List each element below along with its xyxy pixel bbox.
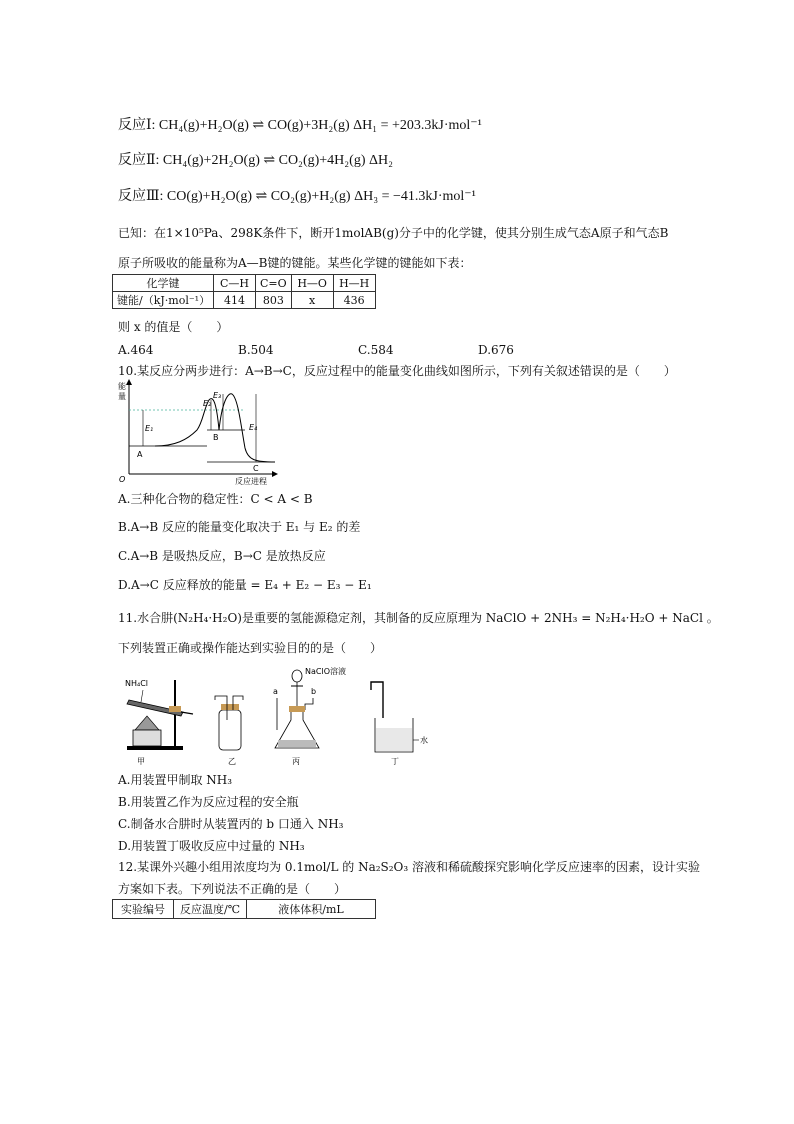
energy-ylabel-2: 量 xyxy=(118,392,126,401)
q11-option-c: C.制备水合肼时从装置丙的 b 口通入 NH₃ xyxy=(118,817,344,831)
reaction-2 xyxy=(118,153,393,169)
pointer-line xyxy=(141,690,143,702)
flask-liquid xyxy=(278,740,316,747)
apparatus-jia xyxy=(125,679,193,766)
table-cell: 化学键 xyxy=(113,275,214,292)
port-a-label: a xyxy=(273,687,278,696)
iron-stand-base xyxy=(127,746,183,750)
q9-ask: 则 x 的值是（ ） xyxy=(118,320,229,334)
energy-diagram xyxy=(115,378,285,486)
q10-option-c: C.A→B 是吸热反应，B→C 是放热反应 xyxy=(118,549,326,563)
port-b-label: b xyxy=(311,687,317,696)
energy-label-b: B xyxy=(213,433,219,442)
e1-label: E₁ xyxy=(145,424,154,433)
q10-option-d: D.A→C 反应释放的能量 = E₄ + E₂ − E₃ − E₁ xyxy=(118,578,372,592)
label-ding: 丁 xyxy=(391,757,399,766)
dropping-funnel xyxy=(292,670,302,682)
reaction-3 xyxy=(118,189,476,205)
apparatus-yi xyxy=(215,696,243,766)
e3-label: E₃ xyxy=(213,391,222,400)
table-cell: H—O xyxy=(291,275,333,292)
reaction-2-equation: CH₄(g)+2H₂O(g) ⇌ CO₂(g)+4H₂(g) ΔH₂ xyxy=(162,153,393,168)
table-row xyxy=(113,292,376,309)
energy-xlabel: 反应进程 xyxy=(235,477,267,486)
reaction-1-equation: CH₄(g)+H₂O(g) ⇌ CO(g)+3H₂(g) ΔH₁ = +203.3kJ·mol⁻¹ xyxy=(158,118,482,133)
apparatus-diagram xyxy=(115,660,435,768)
label-bing: 丙 xyxy=(292,757,300,766)
energy-label-c: C xyxy=(253,464,259,473)
table-cell: 液体体积/mL xyxy=(247,900,376,919)
energy-origin: O xyxy=(119,475,126,484)
bond-energy-table xyxy=(112,274,376,309)
nh4cl-label: NH₄Cl xyxy=(125,679,149,688)
q9-option-d: D.676 xyxy=(478,343,514,357)
alcohol-lamp xyxy=(133,730,161,746)
table-cell: C=O xyxy=(256,275,292,292)
beaker-water xyxy=(376,728,412,751)
energy-label-a: A xyxy=(137,450,143,459)
q9-option-a: A.464 xyxy=(118,343,154,357)
safety-bottle xyxy=(219,710,241,750)
q11-option-d: D.用装置丁吸收反应中过量的 NH₃ xyxy=(118,839,305,853)
bottle-stopper xyxy=(221,704,239,710)
table-cell: 803 xyxy=(256,292,292,309)
apparatus-ding xyxy=(371,682,428,766)
q11-stem-1: 11.水合肼(N₂H₄·H₂O)是重要的氢能源稳定剂，其制备的反应原理为 NaClO + 2NH₃ = N₂H₄·H₂O + NaCl 。 xyxy=(118,611,719,625)
experiment-table xyxy=(112,899,376,919)
table-cell: C—H xyxy=(214,275,256,292)
table-row xyxy=(113,275,376,292)
table-cell: 反应温度/℃ xyxy=(174,900,247,919)
q11-option-a: A.用装置甲制取 NH₃ xyxy=(118,773,233,787)
q9-option-b: B.504 xyxy=(238,343,274,357)
reaction-1-label: 反应Ⅰ: xyxy=(118,118,156,133)
naclo-label: NaClO溶液 xyxy=(305,667,346,676)
table-cell: 实验编号 xyxy=(113,900,174,919)
label-yi: 乙 xyxy=(228,757,236,766)
reaction-2-label: 反应Ⅱ: xyxy=(118,153,160,168)
clamp xyxy=(169,706,181,712)
q9-option-c: C.584 xyxy=(358,343,394,357)
apparatus-bing xyxy=(273,666,346,766)
q11-stem-2: 下列装置正确或操作能达到实验目的的是（ ） xyxy=(118,641,383,655)
energy-ylabel-1: 能 xyxy=(118,382,126,391)
q11-option-b: B.用装置乙作为反应过程的安全瓶 xyxy=(118,795,299,809)
q12-stem-1: 12.某课外兴趣小组用浓度均为 0.1mol/L 的 Na₂S₂O₃ 溶液和稀硫酸探究影响化学反应速率的因素，设计实验 xyxy=(118,860,701,874)
energy-x-arrow xyxy=(272,471,278,477)
known-text-1: 已知：在1×10⁵Pa、298K条件下，断开1molAB(g)分子中的化学键，使其分别生成气态A原子和气态B xyxy=(118,226,669,240)
table-cell: H—H xyxy=(333,275,375,292)
e2-label: E₂ xyxy=(203,399,212,408)
reaction-3-label: 反应Ⅲ: xyxy=(118,189,164,204)
table-cell: x xyxy=(291,292,333,309)
e4-label: E₄ xyxy=(249,423,258,432)
reaction-1 xyxy=(118,118,482,134)
table-cell: 键能/（kJ·mol⁻¹） xyxy=(113,292,214,309)
q10-stem: 10.某反应分两步进行：A→B→C，反应过程中的能量变化曲线如图所示，下列有关叙述错误的是（ ） xyxy=(118,364,676,378)
flask-stopper xyxy=(289,706,305,712)
energy-y-arrow xyxy=(126,379,132,385)
reaction-3-equation: CO(g)+H₂O(g) ⇌ CO₂(g)+H₂(g) ΔH₃ = −41.3kJ·mol⁻¹ xyxy=(166,189,476,204)
table-cell: 436 xyxy=(333,292,375,309)
alcohol-lamp-flame xyxy=(135,716,159,730)
q10-option-a: A.三种化合物的稳定性：C < A < B xyxy=(118,492,313,506)
q10-option-b: B.A→B 反应的能量变化取决于 E₁ 与 E₂ 的差 xyxy=(118,520,361,534)
known-text-2: 原子所吸收的能量称为A—B键的键能。某些化学键的键能如下表： xyxy=(118,256,472,270)
table-cell: 414 xyxy=(214,292,256,309)
water-label: 水 xyxy=(420,736,428,745)
q12-stem-2: 方案如下表。下列说法不正确的是（ ） xyxy=(118,882,347,896)
label-jia: 甲 xyxy=(137,757,145,766)
tube-b xyxy=(305,698,313,710)
table-row xyxy=(113,900,376,919)
